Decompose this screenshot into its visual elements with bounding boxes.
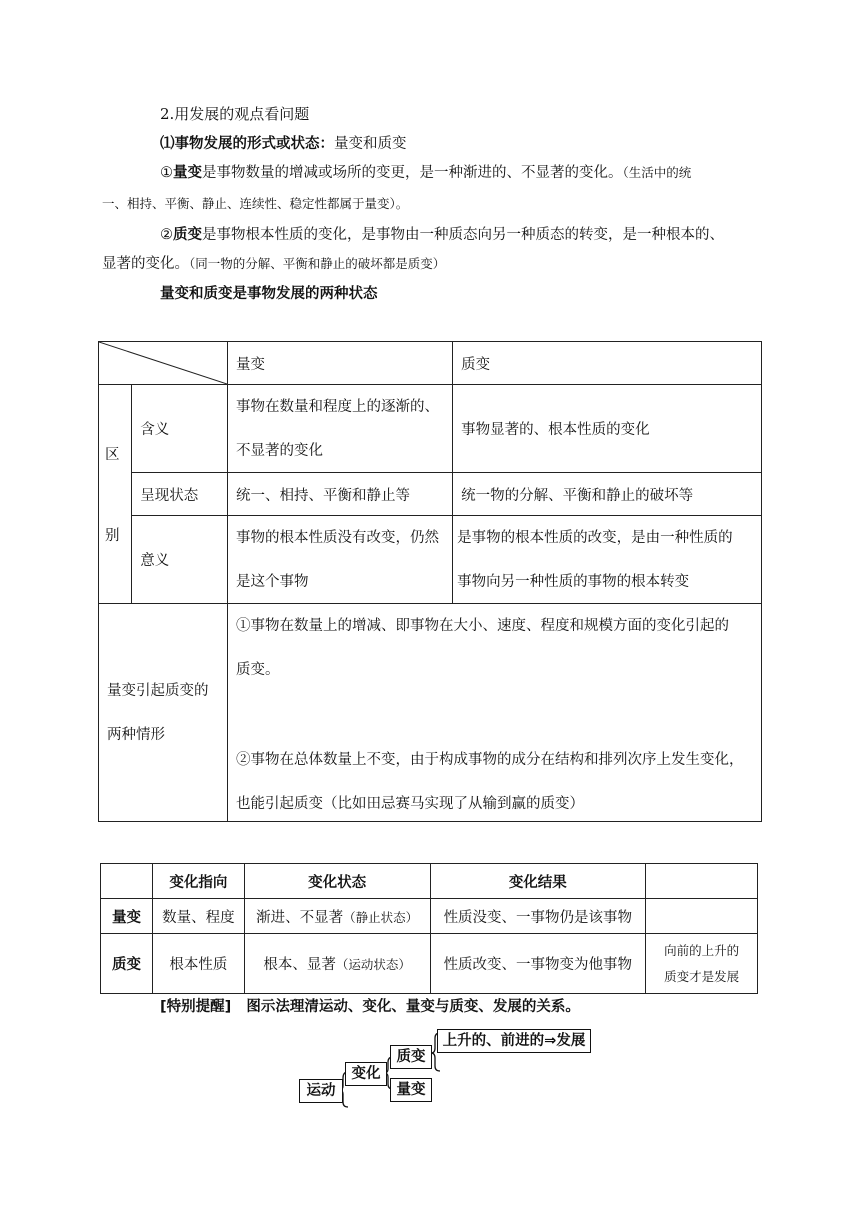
t2-r0-extra xyxy=(646,899,758,934)
bottom-label-l2: 两种情形 xyxy=(107,726,165,743)
sub-heading-rest: 量变和质变 xyxy=(334,136,407,152)
row-label-meaning: 含义 xyxy=(132,385,228,473)
item2-note: （同一物的分解、平衡和静止的破坏都是质变） xyxy=(189,256,446,271)
significance-quantity-l1: 事物的根本性质没有改变，仍然 xyxy=(236,529,439,546)
item1-num: ① xyxy=(160,165,173,181)
item2-text2: 显著的变化。 xyxy=(102,256,189,272)
t2-r1-state-main: 根本、显著 xyxy=(263,957,336,973)
header-quantity: 量变 xyxy=(228,342,453,385)
significance-quantity xyxy=(228,516,453,604)
t2-r1-name: 质变 xyxy=(101,934,153,994)
t2-r1-result: 性质改变、一事物变为他事物 xyxy=(430,934,646,994)
t2-r1-dir: 根本性质 xyxy=(152,934,244,994)
significance-quantity-l2: 是这个事物 xyxy=(236,573,309,590)
box-motion: 运动 xyxy=(299,1079,343,1103)
item1-text: 是事物数量的增减或场所的变更，是一种渐进的、不显著的变化。 xyxy=(202,165,623,181)
meaning-quantity xyxy=(228,385,453,473)
table1-row-significance xyxy=(99,516,762,604)
bottom-content xyxy=(228,604,762,822)
tip-line xyxy=(160,997,580,1017)
t2-r1-extra xyxy=(646,934,758,994)
meaning-quality: 事物显著的、根本性质的变化 xyxy=(453,385,762,473)
table1-row-meaning xyxy=(99,385,762,473)
sub-heading-bold: ⑴事物发展的形式或状态： xyxy=(160,136,334,152)
item1-term: 量变 xyxy=(173,165,202,181)
item1-line2: 一、相持、平衡、静止、连续性、稳定性都属于量变）。 xyxy=(102,196,409,211)
item2-line2 xyxy=(102,254,445,274)
comparison-table xyxy=(98,341,762,822)
t2-h0 xyxy=(101,864,153,899)
row-label-state: 呈现状态 xyxy=(132,473,228,516)
bottom-label xyxy=(99,604,228,822)
bold-line: 量变和质变是事物发展的两种状态 xyxy=(160,286,378,302)
t2-r0-dir: 数量、程度 xyxy=(152,899,244,934)
table1-row-bottom xyxy=(99,604,762,822)
t2-h1: 变化指向 xyxy=(152,864,244,899)
meaning-quantity-l2: 不显著的变化 xyxy=(236,442,323,459)
box-quality: 质变 xyxy=(390,1045,432,1069)
item2-term: 质变 xyxy=(173,227,202,243)
group-label-bottom: 别 xyxy=(105,528,120,544)
table1-header-row xyxy=(99,342,762,385)
row-label-significance: 意义 xyxy=(132,516,228,604)
group-label-top: 区 xyxy=(105,447,120,463)
diagonal-cell xyxy=(99,342,228,385)
bottom-c4: 也能引起质变（比如田忌赛马实现了从输到赢的质变） xyxy=(236,796,584,812)
significance-quality xyxy=(453,516,762,604)
table2-row-quantity xyxy=(101,899,758,934)
item1-note-a: （生活中的统 xyxy=(622,165,692,180)
meaning-quantity-l1: 事物在数量和程度上的逐渐的、 xyxy=(236,398,439,415)
t2-r0-result: 性质没变、一事物仍是该事物 xyxy=(430,899,646,934)
item2-line1 xyxy=(160,225,724,245)
t2-h4 xyxy=(646,864,758,899)
table1-row-state xyxy=(99,473,762,516)
change-table xyxy=(100,863,758,994)
sub-heading xyxy=(160,134,407,154)
t2-r0-state-note: （静止状态） xyxy=(343,909,419,925)
bottom-c1: ①事物在数量上的增减、即事物在大小、速度、程度和规模方面的变化引起的 xyxy=(236,618,729,634)
bottom-c2: 质变。 xyxy=(236,662,280,678)
section-title: 2.用发展的观点看问题 xyxy=(160,105,310,123)
box-development: 上升的、前进的⇒发展 xyxy=(437,1029,591,1053)
diagonal-line xyxy=(99,342,227,384)
significance-quality-l1: 是事物的根本性质的改变，是由一种性质的 xyxy=(457,529,733,546)
t2-r0-name: 量变 xyxy=(101,899,153,934)
significance-quality-l2: 事物向另一种性质的事物的根本转变 xyxy=(457,573,690,590)
item1-line1 xyxy=(160,163,691,183)
item2-text: 是事物根本性质的变化，是事物由一种质态向另一种质态的转变，是一种根本的、 xyxy=(202,227,724,243)
t2-r1-extra-l1: 向前的上升的 xyxy=(664,942,740,958)
state-quantity: 统一、相持、平衡和静止等 xyxy=(228,473,453,516)
box-change: 变化 xyxy=(345,1062,387,1086)
tip-label: [特别提醒] xyxy=(160,999,232,1015)
item2-num: ② xyxy=(160,227,173,243)
t2-r1-state-note: （运动状态） xyxy=(335,957,411,972)
t2-r1-state xyxy=(244,934,430,994)
box-quantity: 量变 xyxy=(390,1078,432,1102)
bottom-label-l1: 量变引起质变的 xyxy=(107,682,209,699)
state-quality: 统一物的分解、平衡和静止的破坏等 xyxy=(453,473,762,516)
group-label xyxy=(99,385,132,604)
t2-h3: 变化结果 xyxy=(430,864,646,899)
bottom-c3: ②事物在总体数量上不变，由于构成事物的成分在结构和排列次序上发生变化， xyxy=(236,752,744,768)
t2-h2: 变化状态 xyxy=(244,864,430,899)
tip-text: 图示法理清运动、变化、量变与质变、发展的关系。 xyxy=(246,999,580,1015)
table2-header-row xyxy=(101,864,758,899)
t2-r0-state xyxy=(244,899,430,934)
header-quality: 质变 xyxy=(453,342,762,385)
t2-r1-extra-l2: 质变才是发展 xyxy=(664,968,740,984)
table2-row-quality xyxy=(101,934,758,994)
t2-r0-state-main: 渐进、不显著 xyxy=(256,909,344,926)
